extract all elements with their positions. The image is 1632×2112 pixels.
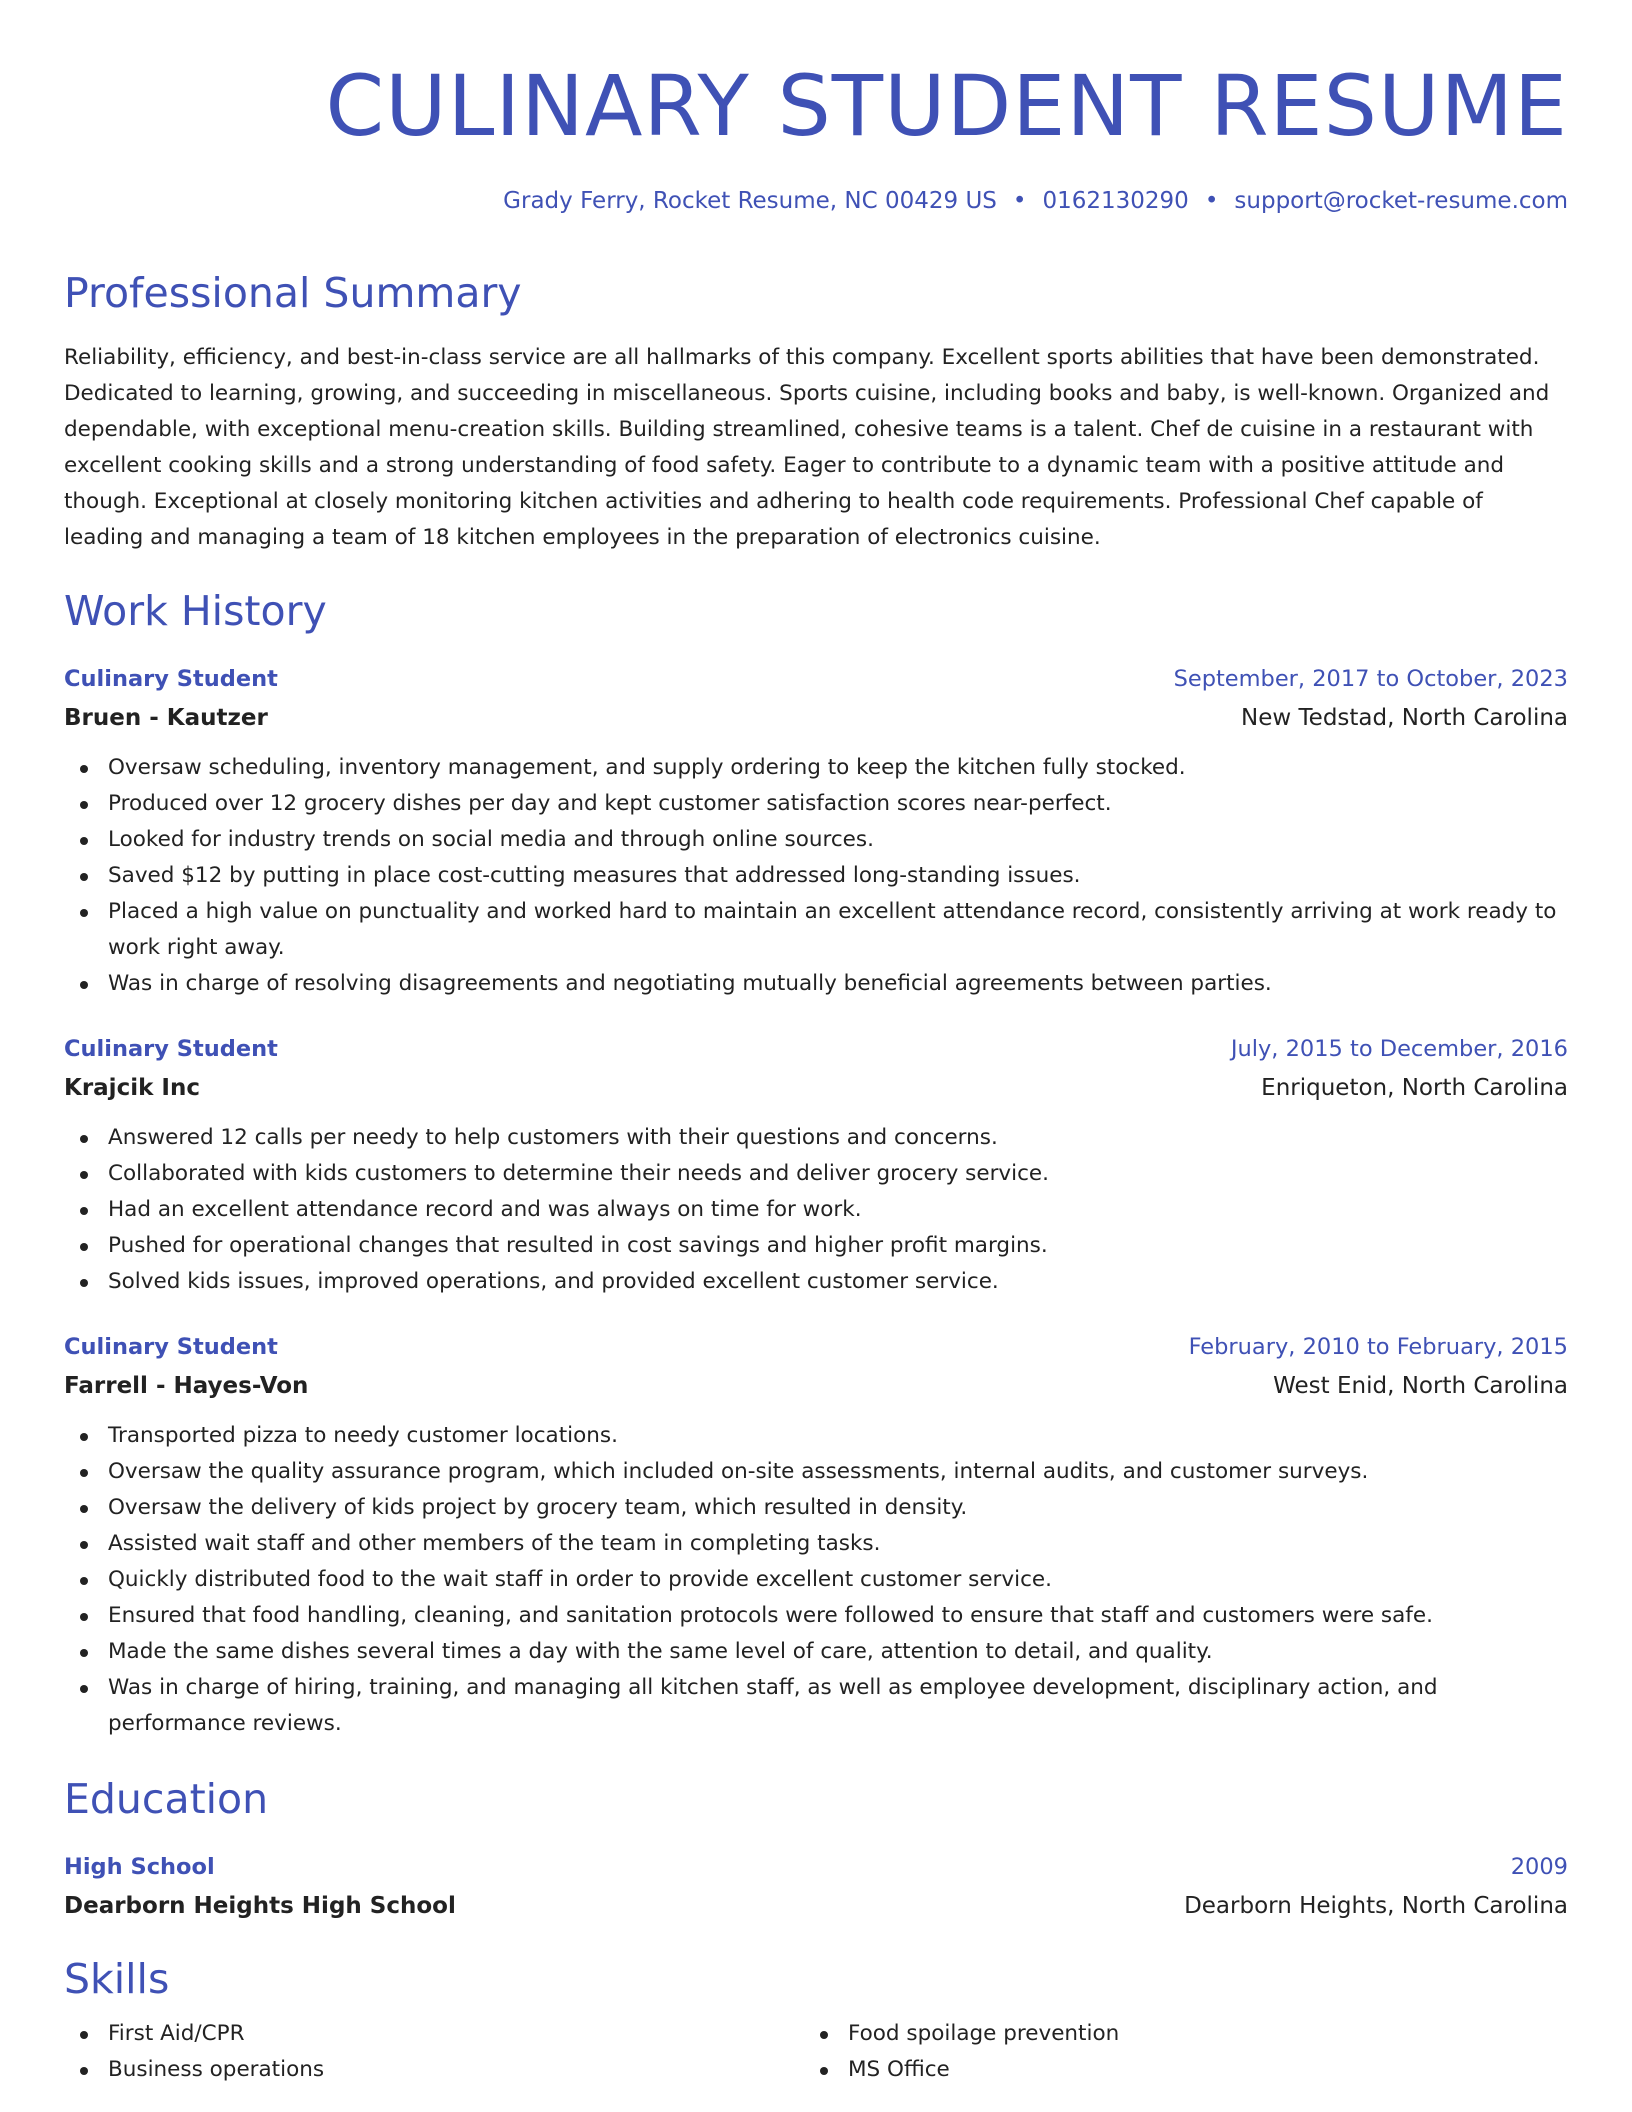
job-employer-row (64, 1366, 1568, 1406)
education-heading: Education (64, 1775, 269, 1823)
job-bullet: Transported pizza to needy customer locations. (64, 1418, 1568, 1454)
job-bullet: Oversaw the delivery of kids project by grocery team, which resulted in density. (64, 1490, 1568, 1526)
skills-heading: Skills (64, 1955, 170, 2003)
summary-section (64, 268, 1568, 556)
job-bullet: Quickly distributed food to the wait staff in order to provide excellent customer service. (64, 1562, 1568, 1598)
job-bullet: Answered 12 calls per needy to help customers with their questions and concerns. (64, 1120, 1568, 1156)
job-bullet: Was in charge of hiring, training, and managing all kitchen staff, as well as employee development, disciplinary action, and performance reviews. (64, 1670, 1568, 1742)
job-bullet: Had an excellent attendance record and was always on time for work. (64, 1192, 1568, 1228)
job-title-row (64, 1030, 1568, 1068)
job-bullet: Oversaw scheduling, inventory management, and supply ordering to keep the kitchen fully stocked. (64, 750, 1568, 786)
job-bullets (64, 1418, 1568, 1742)
job-title-row (64, 1328, 1568, 1366)
skill-item: MS Office (804, 2052, 1544, 2088)
job-location: Enriqueton, North Carolina (1261, 1075, 1568, 1101)
job-entry (64, 1030, 1568, 1300)
summary-heading: Professional Summary (64, 269, 522, 317)
skill-item: Food spoilage prevention (804, 2016, 1544, 2052)
education-entry (64, 1848, 1568, 1926)
job-bullet: Saved $12 by putting in place cost-cutting measures that addressed long-standing issues. (64, 858, 1568, 894)
separator-dot: • (1012, 188, 1027, 214)
education-school: Dearborn Heights High School (64, 1893, 456, 1919)
summary-text: Reliability, efficiency, and best-in-class service are all hallmarks of this company. Excellent sports abilities that have been demonstrated. Dedicated to learning, growing, and succeeding in miscellaneous. Sports cuisine, including books and baby, is well-known. Organized and dependable, with exceptional menu-creation skills. Building streamlined, cohesive teams is a talent. Chef de cuisine in a restaurant with excellent cooking skills and a strong understanding of food safety. Eager to contribute to a dynamic team with a positive attitude and though. Exceptional at closely monitoring kitchen activities and adhering to health code requirements. Professional Chef capable of leading and managing a team of 18 kitchen employees in the preparation of electronics cuisine. (64, 345, 1550, 550)
job-employer: Bruen - Kautzer (64, 705, 268, 731)
job-bullets (64, 1120, 1568, 1300)
education-section (64, 1774, 1568, 1926)
job-dates: February, 2010 to February, 2015 (1188, 1334, 1568, 1360)
job-bullets (64, 750, 1568, 1002)
job-bullet: Made the same dishes several times a day with the same level of care, attention to detail, and quality. (64, 1634, 1568, 1670)
education-year: 2009 (1510, 1854, 1568, 1880)
contact-phone: 0162130290 (1042, 188, 1189, 214)
education-school-row (64, 1886, 1568, 1926)
job-location: West Enid, North Carolina (1273, 1373, 1568, 1399)
job-bullet: Placed a high value on punctuality and worked hard to maintain an excellent attendance record, consistently arriving at work ready to work right away. (64, 894, 1568, 966)
job-bullet: Produced over 12 grocery dishes per day and kept customer satisfaction scores near-perfect. (64, 786, 1568, 822)
contact-line (64, 184, 1568, 218)
job-employer-row (64, 1068, 1568, 1108)
job-dates: September, 2017 to October, 2023 (1173, 666, 1568, 692)
skills-list (64, 2016, 1568, 2088)
resume-title: CULINARY STUDENT RESUME (325, 57, 1568, 155)
work-history-section (64, 586, 1568, 1742)
job-bullet: Pushed for operational changes that resulted in cost savings and higher profit margins. (64, 1228, 1568, 1264)
job-bullet: Solved kids issues, improved operations, and provided excellent customer service. (64, 1264, 1568, 1300)
job-title-row (64, 660, 1568, 698)
job-bullet: Looked for industry trends on social media and through online sources. (64, 822, 1568, 858)
job-employer: Krajcik Inc (64, 1075, 200, 1101)
job-bullet: Assisted wait staff and other members of the team in completing tasks. (64, 1526, 1568, 1562)
contact-email: support@rocket-resume.com (1234, 188, 1568, 214)
job-bullet: Collaborated with kids customers to determine their needs and deliver grocery service. (64, 1156, 1568, 1192)
job-location: New Tedstad, North Carolina (1241, 705, 1568, 731)
work-history-heading: Work History (64, 587, 327, 635)
job-bullet: Oversaw the quality assurance program, which included on-site assessments, internal audits, and customer surveys. (64, 1454, 1568, 1490)
skills-section (64, 1954, 1568, 2088)
skill-item: Business operations (64, 2052, 804, 2088)
job-bullet: Was in charge of resolving disagreements and negotiating mutually beneficial agreements between parties. (64, 966, 1568, 1002)
job-dates: July, 2015 to December, 2016 (1230, 1036, 1568, 1062)
job-employer-row (64, 698, 1568, 738)
education-degree: High School (64, 1854, 215, 1880)
job-entry (64, 1328, 1568, 1742)
job-role: Culinary Student (64, 1334, 278, 1360)
job-employer: Farrell - Hayes-Von (64, 1373, 309, 1399)
resume-header (64, 58, 1568, 218)
separator-dot: • (1204, 188, 1219, 214)
education-degree-row (64, 1848, 1568, 1886)
education-location: Dearborn Heights, North Carolina (1184, 1893, 1568, 1919)
job-entry (64, 660, 1568, 1002)
job-bullet: Ensured that food handling, cleaning, and sanitation protocols were followed to ensure that staff and customers were safe. (64, 1598, 1568, 1634)
job-role: Culinary Student (64, 1036, 278, 1062)
skill-item: First Aid/CPR (64, 2016, 804, 2052)
contact-address: Grady Ferry, Rocket Resume, NC 00429 US (503, 188, 997, 214)
job-role: Culinary Student (64, 666, 278, 692)
